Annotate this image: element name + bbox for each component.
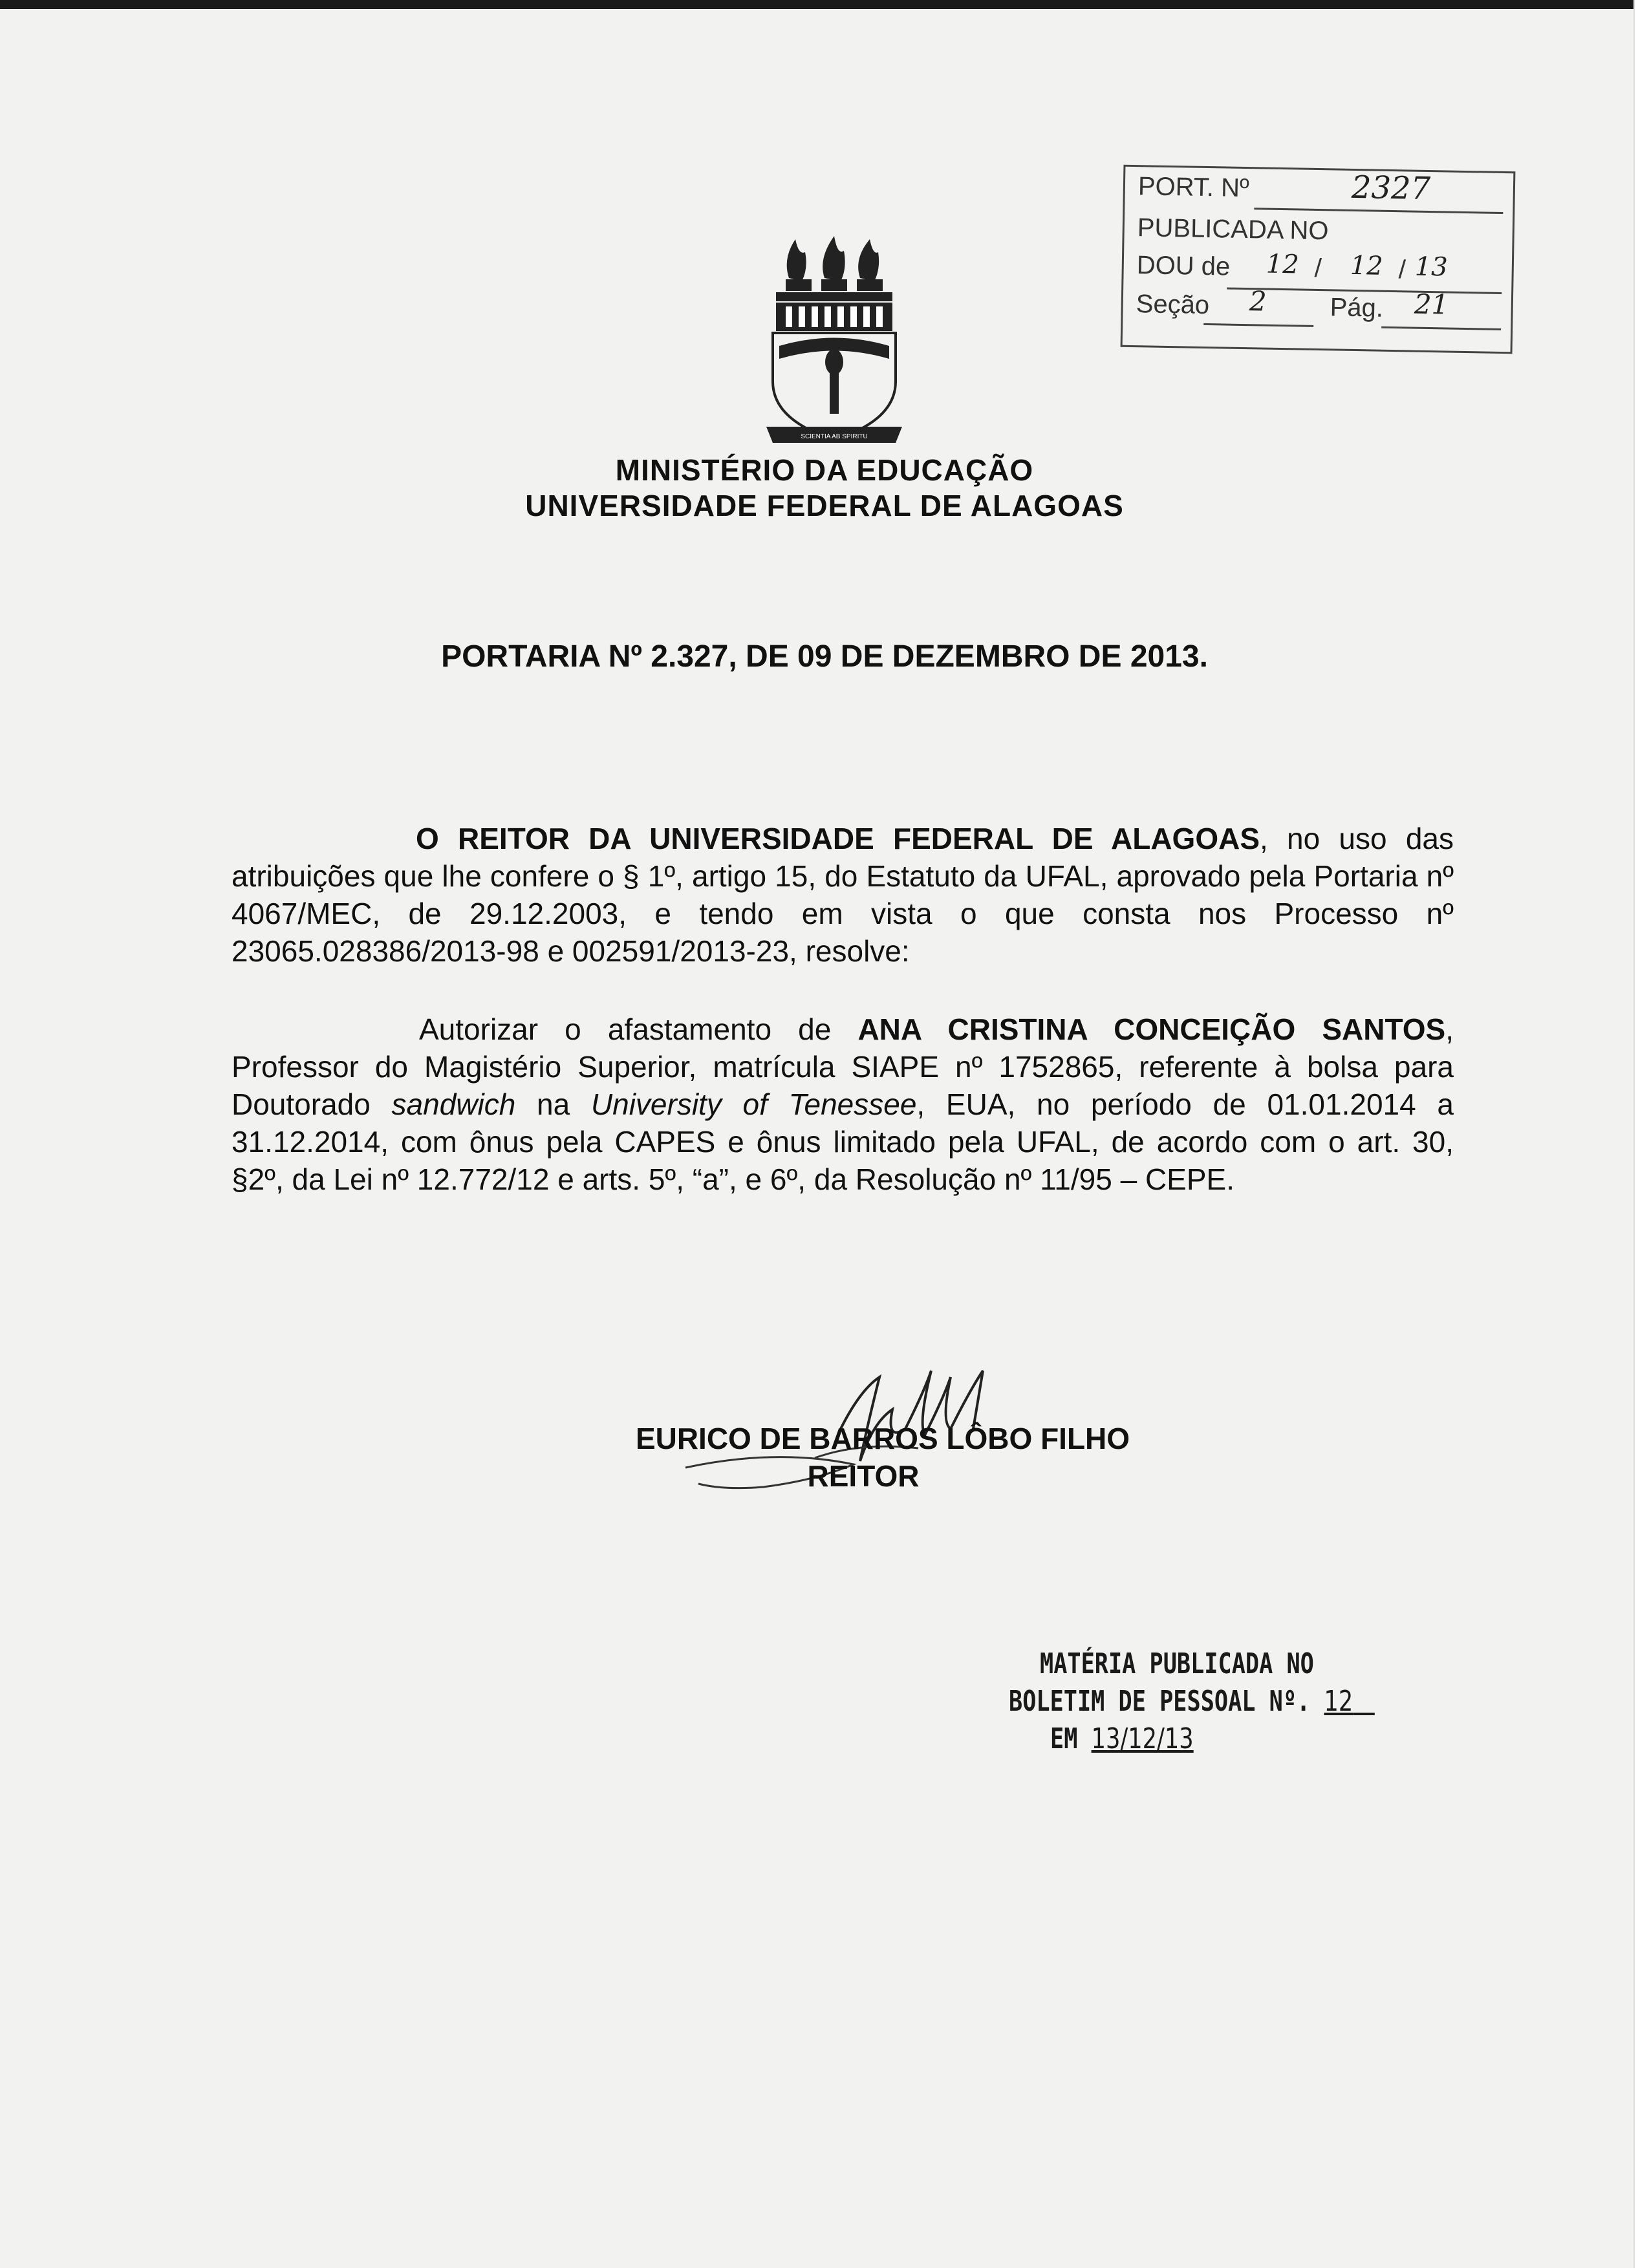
stamp-dou-month: 12: [1350, 250, 1384, 281]
stamp-pag-label: Pág.: [1330, 293, 1384, 323]
publication-stamp: [1121, 165, 1516, 354]
stamp-secao-row: [1136, 285, 1449, 323]
stamp-port-value: 2327: [1351, 169, 1431, 208]
scan-right-edge: [1633, 0, 1649, 2268]
stamp-secao-line: [1203, 323, 1313, 327]
stamp-secao-label: Seção: [1136, 290, 1210, 320]
stamp-dou-sep-1: /: [1314, 253, 1322, 283]
stamp-dou-sep-2: /: [1398, 255, 1406, 284]
paragraph-preamble: [232, 820, 1454, 970]
stamp-dou-year: 13: [1414, 251, 1449, 283]
paragraph-resolution: [232, 1011, 1454, 1198]
boletim-line3-label: EM: [1050, 1722, 1078, 1755]
stamp-dou-day: 12: [1266, 249, 1300, 280]
boletim-line2: [1009, 1683, 1375, 1720]
header-ministry: MINISTÉRIO DA EDUCAÇÃO: [615, 453, 1034, 487]
university-crest-icon: [763, 233, 905, 453]
resolution-part2: , Professor do Magistério Superior, matrícula SIAPE nº 1752865, referente à bolsa para Doutorado: [232, 1012, 1454, 1121]
preamble-text: , no uso das atribuições que lhe confere o § 1º, artigo 15, do Estatuto da UFAL, aprovado pela Portaria nº 4067/MEC, de 29.12.2003, e tendo em vista o que consta nos Processo nº 23065.028386/2013-98 e 002591/2013-23, resolve:: [232, 822, 1454, 968]
signatory-name: EURICO DE BARROS LÔBO FILHO: [635, 1422, 1130, 1455]
stamp-port-label: PORT. Nº: [1137, 172, 1249, 203]
resolution-part3: na: [515, 1087, 591, 1121]
scan-top-edge: [0, 0, 1649, 9]
resolution-italic-university: University of Tenessee: [590, 1087, 917, 1121]
stamp-port-row: [1137, 169, 1431, 208]
resolution-part1: Autorizar o afastamento de: [419, 1012, 858, 1046]
boletim-line3: [1009, 1720, 1375, 1758]
resolution-italic-sandwich: sandwich: [391, 1087, 516, 1121]
stamp-dou-row: [1136, 249, 1449, 284]
header-university: UNIVERSIDADE FEDERAL DE ALAGOAS: [525, 489, 1124, 522]
resolution-name: ANA CRISTINA CONCEIÇÃO SANTOS: [857, 1012, 1446, 1046]
crest-motto: SCIENTIA AB SPIRITU: [801, 433, 868, 440]
signatory-role: REITOR: [807, 1459, 920, 1493]
boletim-line2-label: BOLETIM DE PESSOAL Nº.: [1009, 1685, 1311, 1718]
boletim-line1: MATÉRIA PUBLICADA NO: [1040, 1647, 1314, 1680]
stamp-dou-label: DOU de: [1136, 251, 1231, 281]
document-title: PORTARIA Nº 2.327, DE 09 DE DEZEMBRO DE 2013.: [441, 639, 1208, 674]
stamp-secao-value: 2: [1249, 285, 1267, 317]
boletim-date: 13/12/13: [1091, 1722, 1194, 1755]
stamp-pag-line: [1381, 326, 1501, 330]
boletim-stamp: [1009, 1645, 1375, 1758]
resolution-part4: , EUA, no período de 01.01.2014 a 31.12.2014, com ônus pela CAPES e ônus limitado pela UFAL, de acordo com o art. 30, §2º, da Lei nº 12.772/12 e arts. 5º, “a”, e 6º, da Resolução nº 11/95 – CEPE.: [232, 1087, 1454, 1196]
stamp-publicada-label: PUBLICADA NO: [1137, 213, 1329, 246]
stamp-pag-value: 21: [1414, 288, 1449, 321]
stamp-port-line: [1254, 208, 1503, 214]
boletim-number: 12: [1324, 1685, 1353, 1718]
preamble-lead: O REITOR DA UNIVERSIDADE FEDERAL DE ALAGOAS: [416, 822, 1260, 855]
